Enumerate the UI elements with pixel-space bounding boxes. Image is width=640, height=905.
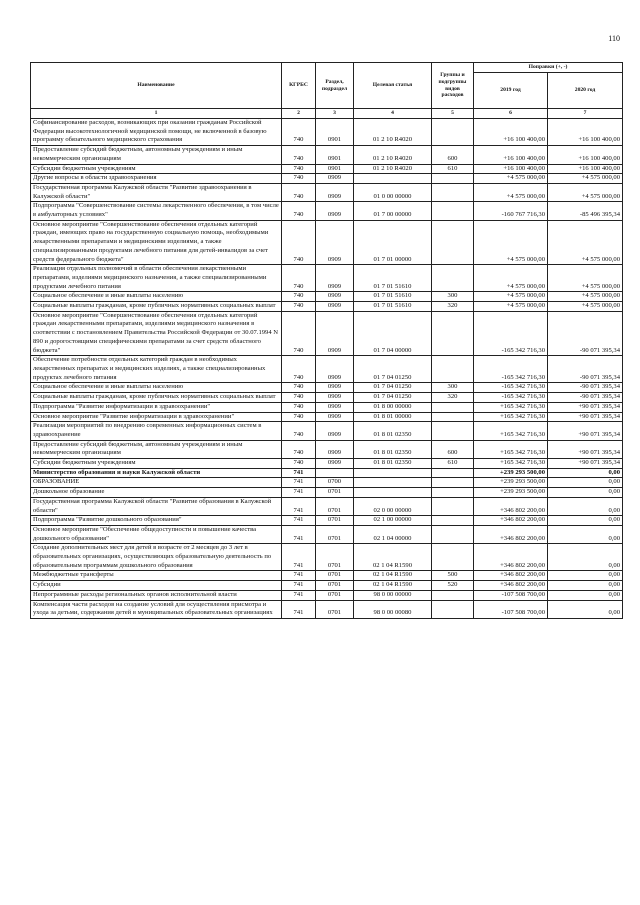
row-group-cell: 520 [432,581,474,591]
row-target-cell: 01 7 01 51610 [354,292,432,302]
row-2020-amount-cell: 0,00 [548,581,623,591]
table-row [31,265,623,292]
row-section-cell: 0701 [316,571,354,581]
row-kgrbs-cell: 741 [282,600,316,618]
row-2020-amount-cell: +16 100 400,00 [548,164,623,174]
page-number: 110 [608,34,620,43]
row-2020-amount-cell: +4 575 000,00 [548,265,623,292]
row-2020-amount-cell: +4 575 000,00 [548,292,623,302]
column-index: 7 [548,109,623,119]
row-target-cell: 01 7 01 51610 [354,265,432,292]
table-row [31,356,623,383]
row-2020-amount-cell: 0,00 [548,497,623,515]
table-row [31,544,623,571]
row-2020-amount-cell: +90 071 395,34 [548,402,623,412]
row-name-cell: Основное мероприятие "Совершенствование обеспечения отдельных категорий граждан лекарственными препаратами, изделиями медицинского назначения в соответствии с постановлением Правительства Российской Федерации от 30.07.1994 N 890 и дорогостоящими специфическими препаратами за счет средств областного бюджета" [31,311,282,356]
row-2019-amount-cell: +16 100 400,00 [474,146,548,164]
row-2019-amount-cell: +165 342 716,30 [474,422,548,440]
row-2020-amount-cell: -90 071 395,34 [548,311,623,356]
row-name-cell: Субсидии бюджетным учреждениям [31,164,282,174]
row-target-cell: 98 0 00 00080 [354,600,432,618]
table-row [31,440,623,458]
row-2020-amount-cell: +4 575 000,00 [548,302,623,312]
row-target-cell: 01 0 00 00000 [354,183,432,201]
row-name-cell: Предоставление субсидий бюджетным, автономным учреждениям и иным некоммерческим организациям [31,146,282,164]
row-kgrbs-cell: 740 [282,164,316,174]
row-name-cell: Государственная программа Калужской области "Развитие здравоохранения в Калужской области" [31,183,282,201]
row-kgrbs-cell: 740 [282,220,316,265]
row-kgrbs-cell: 740 [282,146,316,164]
row-group-cell [432,488,474,498]
row-group-cell [432,119,474,146]
row-2019-amount-cell: +346 802 200,00 [474,571,548,581]
row-kgrbs-cell: 740 [282,383,316,393]
row-section-cell: 0701 [316,600,354,618]
row-group-cell [432,202,474,220]
row-group-cell: 320 [432,302,474,312]
row-group-cell: 320 [432,393,474,403]
row-group-cell [432,183,474,201]
header-2019: 2019 год [474,73,548,109]
row-name-cell: Компенсация части расходов на создание условий для осуществления присмотра и ухода за детьми, содержания детей в муниципальных образовательных организациях [31,600,282,618]
row-target-cell: 02 1 04 00000 [354,525,432,543]
row-kgrbs-cell: 741 [282,468,316,478]
row-kgrbs-cell: 741 [282,571,316,581]
header-group: Группы и подгруппы видов расходов [432,63,474,109]
row-2020-amount-cell: -90 071 395,34 [548,383,623,393]
row-section-cell: 0909 [316,422,354,440]
row-section-cell: 0909 [316,220,354,265]
row-section-cell: 0909 [316,393,354,403]
row-name-cell: Межбюджетные трансферты [31,571,282,581]
row-2019-amount-cell: -165 342 716,30 [474,383,548,393]
row-section-cell: 0700 [316,478,354,488]
row-target-cell [354,174,432,184]
row-name-cell: Субсидии [31,581,282,591]
row-name-cell: Создание дополнительных мест для детей в возрасте от 2 месяцев до 3 лет в образовательных организациях, осуществляющих образовательную деятельность по образовательным программам дошкольного образования [31,544,282,571]
row-target-cell: 01 8 01 02350 [354,459,432,469]
row-name-cell: Субсидии бюджетным учреждениям [31,459,282,469]
table-row [31,412,623,422]
row-name-cell: Дошкольное образование [31,488,282,498]
row-2019-amount-cell: +346 802 200,00 [474,497,548,515]
row-group-cell [432,265,474,292]
table-row [31,183,623,201]
row-kgrbs-cell: 740 [282,412,316,422]
row-target-cell: 01 7 01 00000 [354,220,432,265]
row-target-cell [354,478,432,488]
row-2020-amount-cell: +90 071 395,34 [548,422,623,440]
row-target-cell [354,468,432,478]
row-kgrbs-cell: 740 [282,202,316,220]
row-kgrbs-cell: 740 [282,119,316,146]
row-name-cell: Социальные выплаты гражданам, кроме публичных нормативных социальных выплат [31,393,282,403]
row-2019-amount-cell: +165 342 716,30 [474,402,548,412]
row-group-cell [432,356,474,383]
row-section-cell: 0909 [316,311,354,356]
row-target-cell: 01 8 01 00000 [354,412,432,422]
row-2020-amount-cell: +4 575 000,00 [548,220,623,265]
row-2019-amount-cell: +346 802 200,00 [474,516,548,526]
row-section-cell: 0909 [316,440,354,458]
row-2019-amount-cell: +346 802 200,00 [474,544,548,571]
row-2019-amount-cell: +4 575 000,00 [474,183,548,201]
row-kgrbs-cell: 740 [282,183,316,201]
row-2020-amount-cell: 0,00 [548,478,623,488]
row-target-cell: 01 7 04 01250 [354,393,432,403]
row-2020-amount-cell: +4 575 000,00 [548,174,623,184]
row-name-cell: Министерство образования и науки Калужской области [31,468,282,478]
budget-amendments-table [30,62,623,619]
row-2020-amount-cell: 0,00 [548,516,623,526]
row-group-cell: 610 [432,164,474,174]
row-section-cell: 0909 [316,383,354,393]
row-target-cell: 01 2 10 R4020 [354,164,432,174]
row-target-cell: 02 1 00 00000 [354,516,432,526]
row-name-cell: Подпрограмма "Совершенствование системы лекарственного обеспечения, в том числе в амбулаторных условиях" [31,202,282,220]
row-section-cell: 0909 [316,265,354,292]
header-section: Раздел, подраздел [316,63,354,109]
row-group-cell: 600 [432,440,474,458]
row-name-cell: Обеспечение потребности отдельных категорий граждан в необходимых лекарственных препаратах и медицинских изделиях, а также специализированных продуктах лечебного питания [31,356,282,383]
header-name: Наименование [31,63,282,109]
row-name-cell: Реализация отдельных полномочий в области обеспечения лекарственными препаратами, изделиями медицинского назначения, а также специализированными продуктами лечебного питания [31,265,282,292]
row-2020-amount-cell: 0,00 [548,590,623,600]
row-name-cell: Социальное обеспечение и иные выплаты населению [31,292,282,302]
table-row [31,525,623,543]
row-target-cell: 01 7 00 00000 [354,202,432,220]
row-kgrbs-cell: 740 [282,311,316,356]
table-row [31,311,623,356]
row-name-cell: Социальное обеспечение и иные выплаты населению [31,383,282,393]
row-name-cell: Основное мероприятие "Совершенствование обеспечения отдельных категорий граждан, имеющих право на государственную социальную помощь, необходимыми лекарственными препаратами и медицинскими изделиями, а также специализированными продуктами лечебного питания для детей-инвалидов за счет средств федерального бюджета" [31,220,282,265]
row-kgrbs-cell: 740 [282,440,316,458]
table-row [31,590,623,600]
row-group-cell [432,174,474,184]
row-kgrbs-cell: 741 [282,544,316,571]
column-index: 1 [31,109,282,119]
table-body [31,119,623,619]
table-row [31,292,623,302]
column-index: 5 [432,109,474,119]
row-kgrbs-cell: 740 [282,402,316,412]
row-target-cell: 01 7 01 51610 [354,302,432,312]
row-section-cell: 0909 [316,202,354,220]
row-2019-amount-cell: -165 342 716,30 [474,393,548,403]
row-target-cell: 01 7 04 00000 [354,311,432,356]
row-section-cell: 0909 [316,459,354,469]
row-target-cell: 01 7 04 01250 [354,356,432,383]
table-row [31,220,623,265]
row-name-cell: Основное мероприятие "Обеспечение общедоступности и повышение качества дошкольного образования" [31,525,282,543]
row-2020-amount-cell: +90 071 395,34 [548,459,623,469]
table-row [31,402,623,412]
row-group-cell [432,497,474,515]
row-group-cell [432,412,474,422]
row-2020-amount-cell: +16 100 400,00 [548,119,623,146]
row-section-cell: 0701 [316,525,354,543]
table-row [31,581,623,591]
table-row [31,119,623,146]
row-2019-amount-cell: +4 575 000,00 [474,174,548,184]
table-row [31,600,623,618]
row-section-cell: 0701 [316,544,354,571]
row-kgrbs-cell: 741 [282,581,316,591]
row-kgrbs-cell: 741 [282,525,316,543]
table-row [31,468,623,478]
row-section-cell: 0909 [316,292,354,302]
row-2020-amount-cell: -90 071 395,34 [548,356,623,383]
row-group-cell [432,525,474,543]
row-2019-amount-cell: +346 802 200,00 [474,525,548,543]
table-row [31,488,623,498]
row-2019-amount-cell: +239 293 500,00 [474,478,548,488]
row-name-cell: Реализация мероприятий по внедрению современных информационных систем в здравоохранение [31,422,282,440]
row-2019-amount-cell: +239 293 500,00 [474,468,548,478]
row-section-cell: 0901 [316,146,354,164]
row-2020-amount-cell: +16 100 400,00 [548,146,623,164]
column-index: 2 [282,109,316,119]
row-2019-amount-cell: -165 342 716,30 [474,311,548,356]
row-target-cell: 02 1 04 R1590 [354,544,432,571]
row-section-cell: 0701 [316,590,354,600]
row-kgrbs-cell: 740 [282,356,316,383]
column-index: 6 [474,109,548,119]
row-section-cell: 0909 [316,356,354,383]
row-2019-amount-cell: +16 100 400,00 [474,119,548,146]
row-kgrbs-cell: 740 [282,174,316,184]
column-index-row [31,109,623,119]
row-name-cell: Предоставление субсидий бюджетным, автономным учреждениям и иным некоммерческим организациям [31,440,282,458]
row-target-cell: 01 2 10 R4020 [354,119,432,146]
row-section-cell: 0909 [316,183,354,201]
row-kgrbs-cell: 741 [282,488,316,498]
row-group-cell: 300 [432,292,474,302]
row-section-cell: 0701 [316,497,354,515]
row-2019-amount-cell: +16 100 400,00 [474,164,548,174]
row-2019-amount-cell: +4 575 000,00 [474,220,548,265]
table-row [31,393,623,403]
row-kgrbs-cell: 741 [282,478,316,488]
row-section-cell: 0909 [316,174,354,184]
row-2019-amount-cell: +4 575 000,00 [474,265,548,292]
row-target-cell [354,488,432,498]
row-name-cell: ОБРАЗОВАНИЕ [31,478,282,488]
row-kgrbs-cell: 740 [282,393,316,403]
row-group-cell [432,600,474,618]
row-name-cell: Софинансирование расходов, возникающих при оказании гражданам Российской Федерации высокотехнологичной медицинской помощи, не включенной в базовую программу обязательного медицинского страхования [31,119,282,146]
row-name-cell: Другие вопросы в области здравоохранения [31,174,282,184]
table-row [31,478,623,488]
row-target-cell: 01 8 00 00000 [354,402,432,412]
row-2019-amount-cell: +165 342 716,30 [474,412,548,422]
row-kgrbs-cell: 741 [282,516,316,526]
row-target-cell: 01 8 01 02350 [354,440,432,458]
row-section-cell: 0701 [316,516,354,526]
table-row [31,459,623,469]
row-target-cell: 98 0 00 00000 [354,590,432,600]
row-2019-amount-cell: +165 342 716,30 [474,440,548,458]
row-2019-amount-cell: +4 575 000,00 [474,292,548,302]
row-name-cell: Социальные выплаты гражданам, кроме публичных нормативных социальных выплат [31,302,282,312]
row-target-cell: 01 7 04 01250 [354,383,432,393]
row-kgrbs-cell: 741 [282,497,316,515]
row-2020-amount-cell: 0,00 [548,571,623,581]
header-kgrbs: КГРБС [282,63,316,109]
row-group-cell [432,422,474,440]
row-target-cell: 02 0 00 00000 [354,497,432,515]
row-2020-amount-cell: +90 071 395,34 [548,412,623,422]
row-2019-amount-cell: +165 342 716,30 [474,459,548,469]
row-2020-amount-cell: 0,00 [548,525,623,543]
row-group-cell [432,468,474,478]
table-row [31,422,623,440]
row-name-cell: Подпрограмма "Развитие дошкольного образования" [31,516,282,526]
row-section-cell: 0909 [316,412,354,422]
row-2019-amount-cell: +239 293 500,00 [474,488,548,498]
row-group-cell: 500 [432,571,474,581]
row-2020-amount-cell: +90 071 395,34 [548,440,623,458]
row-2019-amount-cell: +346 802 200,00 [474,581,548,591]
row-kgrbs-cell: 741 [282,590,316,600]
row-target-cell: 01 8 01 02350 [354,422,432,440]
column-index: 4 [354,109,432,119]
header-target: Целевая статья [354,63,432,109]
row-section-cell: 0901 [316,164,354,174]
table-row [31,146,623,164]
row-group-cell [432,544,474,571]
row-2020-amount-cell: +4 575 000,00 [548,183,623,201]
row-2020-amount-cell: 0,00 [548,544,623,571]
row-section-cell: 0701 [316,581,354,591]
row-2019-amount-cell: -165 342 716,30 [474,356,548,383]
row-kgrbs-cell: 740 [282,292,316,302]
column-index: 3 [316,109,354,119]
row-group-cell [432,478,474,488]
table-row [31,164,623,174]
row-section-cell: 0701 [316,488,354,498]
row-target-cell: 02 1 04 R1590 [354,571,432,581]
row-name-cell: Подпрограмма "Развитие информатизации в здравоохранении" [31,402,282,412]
row-2019-amount-cell: +4 575 000,00 [474,302,548,312]
row-kgrbs-cell: 740 [282,265,316,292]
row-kgrbs-cell: 740 [282,459,316,469]
header-amendments: Поправки (+, -) [474,63,623,73]
row-group-cell: 600 [432,146,474,164]
table-row [31,302,623,312]
row-kgrbs-cell: 740 [282,422,316,440]
table-row [31,383,623,393]
table-row [31,571,623,581]
row-group-cell: 610 [432,459,474,469]
row-2019-amount-cell: -107 508 700,00 [474,590,548,600]
row-group-cell [432,590,474,600]
row-kgrbs-cell: 740 [282,302,316,312]
row-name-cell: Непрограммные расходы региональных органов исполнительной власти [31,590,282,600]
row-2020-amount-cell: 0,00 [548,600,623,618]
row-group-cell [432,516,474,526]
row-section-cell: 0901 [316,119,354,146]
row-section-cell [316,468,354,478]
table-row [31,497,623,515]
row-2020-amount-cell: 0,00 [548,468,623,478]
table-row [31,174,623,184]
row-target-cell: 02 1 04 R1590 [354,581,432,591]
table-row [31,516,623,526]
row-group-cell [432,311,474,356]
row-section-cell: 0909 [316,402,354,412]
row-section-cell: 0909 [316,302,354,312]
header-2020: 2020 год [548,73,623,109]
row-2020-amount-cell: -85 496 395,34 [548,202,623,220]
row-group-cell [432,220,474,265]
row-name-cell: Основное мероприятие "Развитие информатизации в здравоохранении" [31,412,282,422]
row-target-cell: 01 2 10 R4020 [354,146,432,164]
table-row [31,202,623,220]
row-2019-amount-cell: -107 508 700,00 [474,600,548,618]
row-name-cell: Государственная программа Калужской области "Развитие образования в Калужской области" [31,497,282,515]
row-2020-amount-cell: -90 071 395,34 [548,393,623,403]
row-group-cell: 300 [432,383,474,393]
row-group-cell [432,402,474,412]
row-2019-amount-cell: -160 767 716,30 [474,202,548,220]
row-2020-amount-cell: 0,00 [548,488,623,498]
